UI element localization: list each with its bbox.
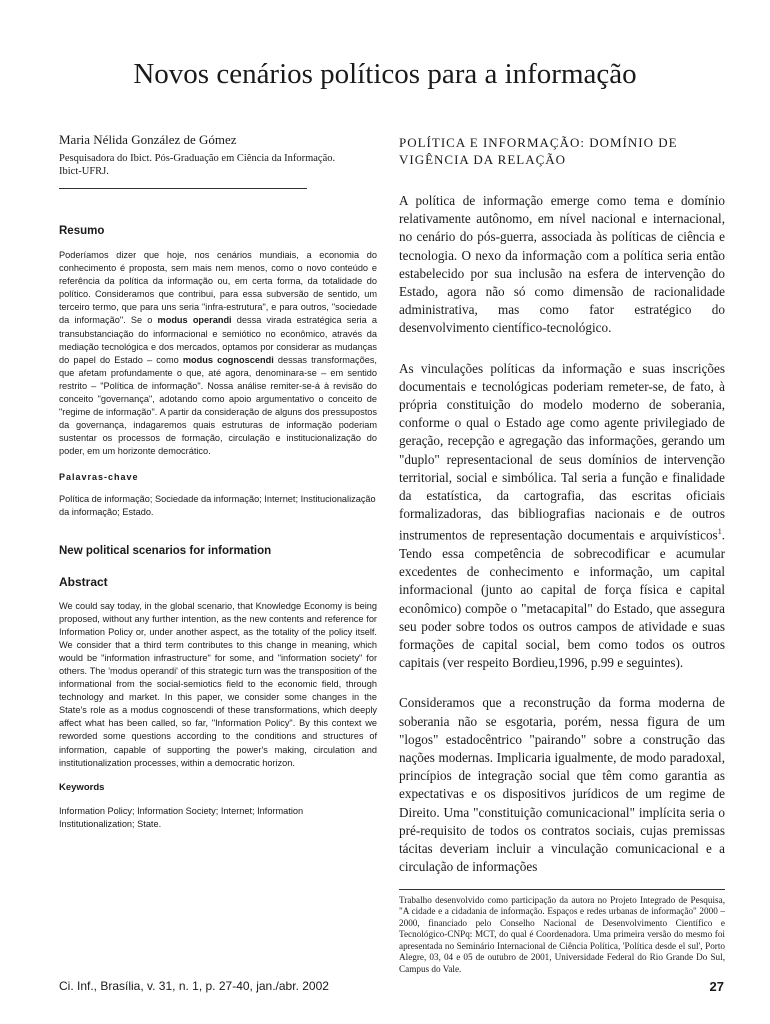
keywords-text: Information Policy; Information Society; Internet; Information Institutionalization; State.: [59, 805, 304, 829]
keywords-heading: Keywords: [59, 781, 105, 793]
section-title: POLÍTICA E INFORMAÇÃO: DOMÍNIO DE VIGÊNCIA DA RELAÇÃO: [399, 135, 678, 167]
resumo-term-modus-operandi: modus operandi: [157, 315, 232, 326]
abstract-heading: Abstract: [59, 574, 108, 589]
footnote-divider: [399, 889, 725, 890]
body-paragraph-2-part-b: . Tendo essa competência de sobrecodificar e acumular excedentes de conhecimento e informação, um capital informacional (junto ao capital de força física e capital econômico) compõe o "metacapital" do Estado, que assegura seu poder sobre todos os outros campos de atividade e suas formações de capital social, bem como todos os outros capitais (ver respeito Bordieu,1996, p.99 e seguintes).: [399, 527, 725, 671]
resumo-term-modus-cognoscendi: modus cognoscendi: [182, 354, 274, 365]
body-paragraph-3: Consideramos que a reconstrução da forma moderna de soberania não se esgotaria, porém, nessa figura de um "logos" estadocêntrico "pairando" sobre a construção das nações modernas. Implicaria igualmente, de modo paradoxal, princípios de integração social que têm como garantia as expectativas e os dispositivos jurídicos de um regime de Direito. Uma "constituição comunicacional" implícita seria o pré-requisito de todos os contratos sociais, cujas premissas tácitas deveriam incluir a vinculação comunicacional e a circulação de informações: [399, 695, 725, 875]
article-title: Novos cenários políticos para a informação: [133, 58, 637, 90]
right-column: [399, 134, 725, 976]
journal-citation: Ci. Inf., Brasília, v. 31, n. 1, p. 27-40, jan./abr. 2002: [59, 979, 329, 993]
abstract-text: We could say today, in the global scenario, that Knowledge Economy is being proposed, without any further intention, as the new contents and reference for Information Policy or, under another aspect, as the totality of the policy itself. We consider that a third term contributes to this change in meaning, which would be "information infrastructure" for some, and "information society" for others. The 'modus operandi' of this strategic turn was the transposition of the informational from the social-semiotics field to the economic field, through technology and market. In this paper, we consider some changes in the State's role as a modus cognoscendi of these transformations, which deeply affect what has been called, so far, "Information Policy". By this context we reworded some questions according to the conditions and structures of information, capable of supporting the power's making, circulation and institutionalization processes, within a democratic horizon.: [59, 600, 377, 768]
body-paragraph-1: A política de informação emerge como tema e domínio relativamente autônomo, em nível nacional e internacional, no cenário do pós-guerra, associada às políticas de ciência e tecnologia. O nexo da informação com a política seria então estabelecido por sua inclusão na esfera de intervenção do Estado, agora não só como dimensão de racionalidade administrativa, mas como fator estratégico do desenvolvimento científico-tecnológico.: [399, 193, 725, 336]
resumo-heading: Resumo: [59, 225, 105, 237]
left-column: [59, 132, 377, 831]
body-paragraph-2-part-a: As vinculações políticas da informação e suas inscrições documentais e tecnológicas poderiam remeter-se, de fato, à própria constituição do modelo moderno de soberania, conforme o qual o Estado age como agente privilegiado de geração, recepção e agregação das informações, gerando um "duplo" representacional de seus domínios de intervenção territorial, social e simbólica. Tal seria a função e finalidade da estatística, da cartografia, das escritas oficiais formalizadoras, das bibliografias nacionais e de outros instrumentos de representação documentais e arquivísticos: [399, 360, 725, 543]
palavras-chave-heading: Palavras-chave: [59, 471, 139, 482]
author-affiliation: Pesquisadora do Ibict. Pós-Graduação em Ciência da Informação. Ibict-UFRJ.: [59, 153, 336, 177]
english-title: New political scenarios for information: [59, 544, 272, 557]
resumo-text: [59, 249, 377, 459]
resumo-part-3: dessas transformações, que afetam profundamente o que, até agora, denominara-se – em sentido restrito – "Política de informação". Nossa análise remiter-se-á à revisão do conceito "governança", adotando como apoio argumentativo o conceito de "regime de informação". A partir da consideração de alguns dos pressupostos da governança, indagaremos quais estruturas de informação poderiam sustentar os processos de formação, circulação e institucionalização do poder, em um horizonte democrático.: [59, 354, 377, 457]
author-name: Maria Nélida González de Gómez: [59, 132, 237, 147]
palavras-chave-text: Política de informação; Sociedade da informação; Internet; Institucionalização da informação; Estado.: [59, 493, 376, 517]
author-divider: [59, 188, 307, 189]
page-number: 27: [709, 979, 724, 994]
resumo-part-2: dessa virada estratégica seria a transubstanciação do informacional e semiótico no econômico, através da mediação tecnológica e dos mercados, optamos por considerar as mudanças do papel do Estado – como: [59, 315, 377, 365]
body-paragraph-2: [399, 360, 725, 673]
resumo-part-1: Poderíamos dizer que hoje, nos cenários mundiais, a economia do conhecimento é proposta, sem mais nem menos, como o novo conteúdo e referência da política da informação ou, em certa forma, da totalidade do político. Consideramos que contribui, para essa subversão de sentido, um terceiro termo, que para uns seria "infra-estrutura", e para outros, "sociedade da informação". Se o: [59, 250, 377, 326]
footnote-text: Trabalho desenvolvido como participação da autora no Projeto Integrado de Pesquisa, "A cidade e a cidadania de informação. Espaços e redes urbanas de informação" 2000 –2000, financiado pelo Conselho Nacional de Desenvolvimento Científico e Tecnológico-CNPq: MCT, do qual é Coordenadora. Uma primeira versão do mesmo foi apresentada no Seminário Internacional de Ciência Política, 'Política desde el sul', Porto Alegre, 03, 04 e 05 de outubro de 2001, Universidade Federal do Rio Grande Do Sul, Campus do Vale.: [399, 894, 725, 975]
footnote-marker: 1: [717, 527, 722, 537]
